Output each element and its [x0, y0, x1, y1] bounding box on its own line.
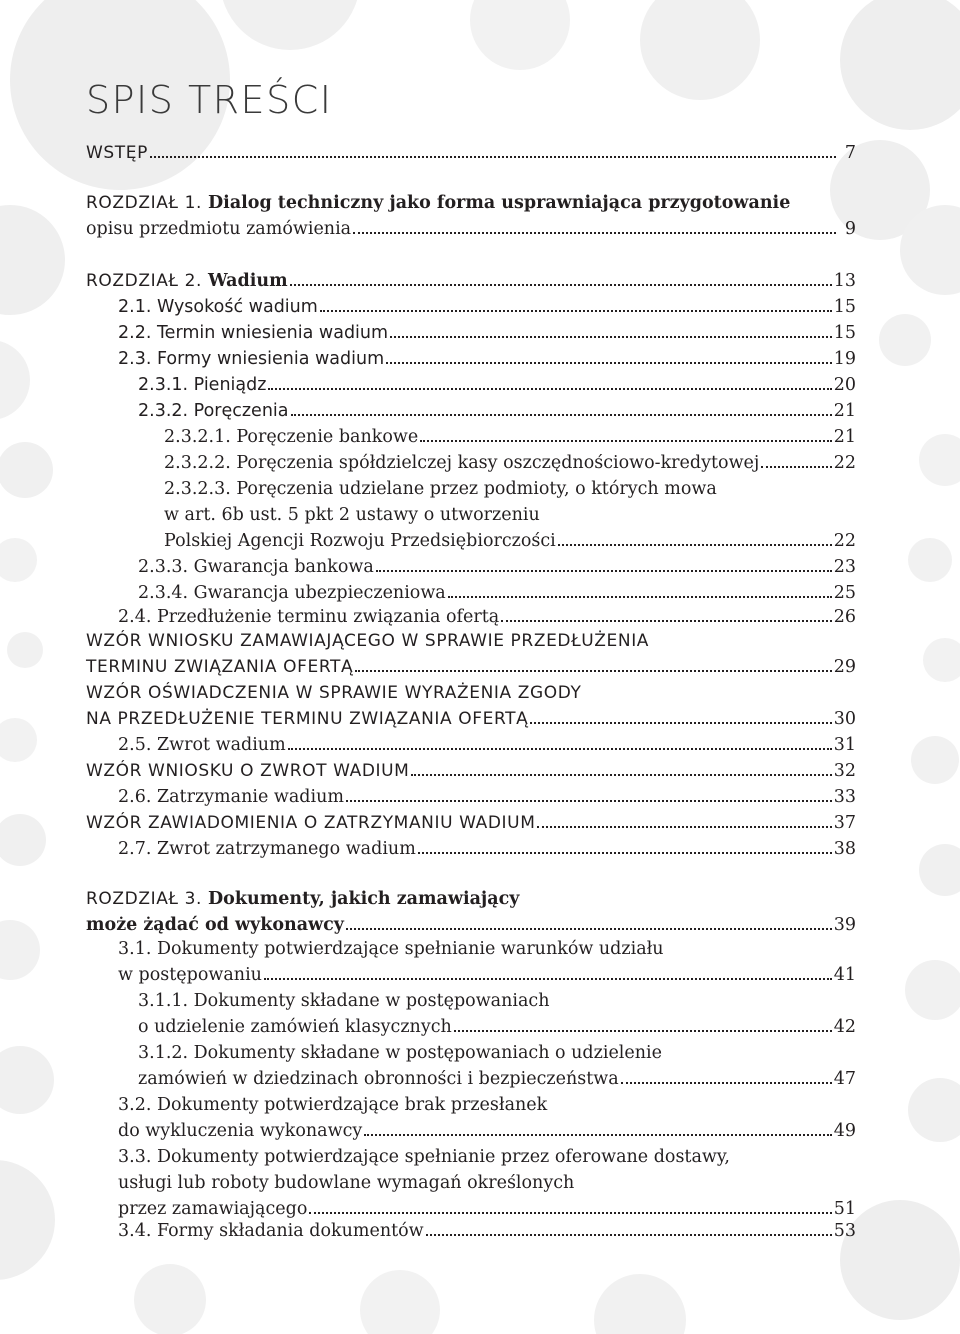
toc-entry-title: NA PRZEDŁUŻENIE TERMINU ZWIĄZANIA OFERTĄ [86, 709, 529, 729]
toc-entry-title [86, 886, 519, 912]
toc-entry[interactable] [138, 554, 856, 580]
dot-leader [426, 1232, 832, 1236]
toc-entry-line [86, 810, 856, 836]
toc-entry[interactable] [86, 758, 856, 784]
toc-entry[interactable] [164, 476, 856, 554]
toc-page-number: 20 [833, 375, 856, 395]
toc-entry-title [86, 912, 344, 938]
toc-entry-title: Polskiej Agencji Rozwoju Przedsiębiorczości [164, 531, 556, 551]
toc-page-number: 13 [833, 271, 856, 291]
toc-entry[interactable] [86, 190, 856, 242]
toc-page-number: 22 [833, 531, 856, 551]
toc-page-number: 33 [833, 787, 856, 807]
toc-entry-line [86, 758, 856, 784]
toc-entry-line [138, 554, 856, 580]
toc-entry-title: 3.1.2. Dokumenty składane w postępowaniach o udzielenie [138, 1043, 662, 1063]
toc-entry[interactable] [118, 604, 856, 630]
toc-entry-title: 2.1. Wysokość wadium [118, 297, 318, 317]
toc-entry-title: przez zamawiającego [118, 1199, 308, 1219]
toc-entry-line [118, 1170, 856, 1196]
toc-entry-title: 2.3.2.3. Poręczenia udzielane przez podmioty, o których mowa [164, 479, 717, 499]
toc-entry-title: 2.3.4. Gwarancja ubezpieczeniowa [138, 583, 446, 603]
dot-leader [537, 824, 831, 828]
toc-entry-title: 2.6. Zatrzymanie wadium [118, 787, 344, 807]
toc-entry-line [86, 680, 856, 706]
page-title: SPIS TREŚCI [86, 78, 333, 122]
toc-page-number: 15 [833, 297, 856, 317]
toc-entry-line [118, 784, 856, 810]
toc-entry-line [118, 1218, 856, 1244]
toc-entry-title: WZÓR ZAWIADOMIENIA O ZATRZYMANIU WADIUM [86, 813, 536, 833]
toc-entry[interactable] [138, 988, 856, 1040]
toc-page-number: 42 [833, 1017, 856, 1037]
dot-leader [448, 594, 832, 598]
toc-entry[interactable] [138, 398, 856, 424]
toc-page-number: 41 [833, 965, 856, 985]
dot-leader [364, 1132, 831, 1136]
toc-entry-title: zamówień w dziedzinach obronności i bezpieczeństwa [138, 1069, 619, 1089]
toc-entry-line [164, 528, 856, 554]
toc-page-number: 38 [833, 839, 856, 859]
dot-leader [420, 438, 831, 442]
dot-leader [376, 568, 832, 572]
toc-entry[interactable] [118, 936, 856, 988]
toc-entry[interactable] [118, 320, 856, 346]
toc-entry-line [164, 502, 856, 528]
toc-entry-title: 3.3. Dokumenty potwierdzające spełnianie przez oferowane dostawy, [118, 1147, 730, 1167]
toc-page-number: 9 [844, 219, 856, 239]
toc-entry-title: WZÓR OŚWIADCZENIA W SPRAWIE WYRAŻENIA ZGODY [86, 683, 582, 703]
toc-entry[interactable] [118, 1092, 856, 1144]
toc-entry-title: 2.4. Przedłużenie terminu związania ofertą [118, 607, 500, 627]
toc-entry-line [164, 450, 856, 476]
toc-entry[interactable] [138, 1040, 856, 1092]
toc-entry-title: usługi lub roboty budowlane wymagań określonych [118, 1173, 575, 1193]
toc-entry-title: w postępowaniu [118, 965, 262, 985]
dot-leader [291, 412, 832, 416]
chapter-prefix: ROZDZIAŁ 1. [86, 193, 208, 213]
dot-leader [530, 720, 831, 724]
dot-leader [454, 1028, 832, 1032]
toc-entry-title: 2.3. Formy wniesienia wadium [118, 349, 385, 369]
toc-page-number: 39 [833, 915, 856, 935]
chapter-title: Dialog techniczny jako forma usprawniająca przygotowanie [208, 193, 791, 213]
toc-page-number: 19 [833, 349, 856, 369]
dot-leader [309, 1210, 831, 1214]
toc-entry-title: WZÓR WNIOSKU O ZWROT WADIUM [86, 761, 410, 781]
toc-page-number: 30 [833, 709, 856, 729]
toc-entry[interactable] [86, 886, 856, 938]
toc-page-number: 21 [833, 401, 856, 421]
toc-entry-line [138, 1066, 856, 1092]
toc-entry-title: 2.3.3. Gwarancja bankowa [138, 557, 374, 577]
toc-entry[interactable] [118, 836, 856, 862]
toc-entry[interactable] [86, 628, 856, 680]
toc-entry-title: 3.1.1. Dokumenty składane w postępowaniach [138, 991, 550, 1011]
dot-leader [264, 976, 832, 980]
toc-entry-title: 2.3.2. Poręczenia [138, 401, 289, 421]
dot-leader [411, 772, 831, 776]
toc-entry-title: 2.3.1. Pieniądz [138, 375, 267, 395]
toc-entry-title: 2.7. Zwrot zatrzymanego wadium [118, 839, 416, 859]
chapter-title: Wadium [208, 271, 288, 291]
toc-entry-line [138, 1040, 856, 1066]
toc-entry-title: 3.2. Dokumenty potwierdzające brak przesłanek [118, 1095, 548, 1115]
toc-entry-title: 3.4. Formy składania dokumentów [118, 1221, 424, 1241]
toc-entry-line [86, 140, 856, 166]
toc-entry-title: 2.5. Zwrot wadium [118, 735, 286, 755]
toc-page-number: 7 [844, 143, 856, 163]
toc-entry-line [118, 604, 856, 630]
toc-page-number: 32 [833, 761, 856, 781]
toc-entry-line [138, 1014, 856, 1040]
toc-page-number: 26 [833, 607, 856, 627]
toc-entry-title: WZÓR WNIOSKU ZAMAWIAJĄCEGO W SPRAWIE PRZEDŁUŻENIA [86, 631, 650, 651]
toc-entry[interactable] [164, 450, 856, 476]
toc-page-number: 15 [833, 323, 856, 343]
toc-entry-title: 2.2. Termin wniesienia wadium [118, 323, 389, 343]
toc-entry[interactable] [86, 810, 856, 836]
toc-page-number: 47 [833, 1069, 856, 1089]
dot-leader [150, 154, 836, 158]
toc-page-number: 29 [833, 657, 856, 677]
toc-entry-line [118, 962, 856, 988]
toc-page-number: 22 [833, 453, 856, 473]
toc-entry-line [138, 988, 856, 1014]
toc-entry-line [118, 1092, 856, 1118]
dot-leader [386, 360, 832, 364]
toc-entry-line [118, 732, 856, 758]
dot-leader [558, 542, 832, 546]
toc-entry-line [86, 216, 856, 242]
toc-entry-title: do wykluczenia wykonawcy [118, 1121, 363, 1141]
toc-entry-line [86, 268, 856, 294]
dot-leader [288, 746, 832, 750]
dot-leader [621, 1080, 832, 1084]
dot-leader [268, 386, 831, 390]
toc-page-number: 25 [833, 583, 856, 603]
toc-entry-title: opisu przedmiotu zamówienia [86, 219, 352, 239]
toc-entry-line [164, 476, 856, 502]
toc-entry-line [118, 294, 856, 320]
toc-entry-line [118, 346, 856, 372]
toc-entry-line [138, 372, 856, 398]
toc-entry-line [164, 424, 856, 450]
chapter-prefix: ROZDZIAŁ 3. [86, 889, 208, 909]
chapter-prefix: ROZDZIAŁ 2. [86, 271, 208, 291]
toc-entry[interactable] [118, 294, 856, 320]
dot-leader [320, 308, 832, 312]
toc-entry[interactable] [118, 1218, 856, 1244]
toc-entry-line [138, 398, 856, 424]
toc-entry-line [118, 936, 856, 962]
toc-entry-line [86, 190, 856, 216]
dot-leader [418, 850, 832, 854]
toc-entry-title: w art. 6b ust. 5 pkt 2 ustawy o utworzeniu [164, 505, 540, 525]
toc-page-number: 23 [833, 557, 856, 577]
dot-leader [390, 334, 832, 338]
toc-entry-line [86, 706, 856, 732]
toc-entry-line [118, 1144, 856, 1170]
toc-page-number: 51 [833, 1199, 856, 1219]
toc-entry[interactable] [118, 732, 856, 758]
toc-page-number: 31 [833, 735, 856, 755]
toc-page-number: 21 [833, 427, 856, 447]
toc-entry-line [86, 886, 856, 912]
toc-page-number: 37 [833, 813, 856, 833]
toc-entry-line [86, 654, 856, 680]
toc-entry-line [118, 836, 856, 862]
toc-entry[interactable] [118, 784, 856, 810]
toc-page-number: 49 [833, 1121, 856, 1141]
toc-entry-line [118, 1118, 856, 1144]
toc-entry-line [86, 628, 856, 654]
toc-entry[interactable] [138, 580, 856, 606]
toc-entry-line [118, 320, 856, 346]
toc-entry-line [86, 912, 856, 938]
toc-entry-title [86, 190, 790, 216]
toc-entry[interactable] [118, 346, 856, 372]
toc-entry-title: 2.3.2.2. Poręczenia spółdzielczej kasy oszczędnościowo-kredytowej [164, 453, 760, 473]
dot-leader [501, 618, 832, 622]
toc-entry-title: o udzielenie zamówień klasycznych [138, 1017, 452, 1037]
dot-leader [290, 282, 832, 286]
toc-entry[interactable] [118, 1144, 856, 1222]
toc-entry-title: 3.1. Dokumenty potwierdzające spełnianie warunków udziału [118, 939, 664, 959]
chapter-title: może żądać od wykonawcy [86, 915, 344, 935]
toc-entry[interactable] [86, 140, 856, 166]
toc-entry-title: WSTĘP [86, 143, 148, 163]
toc-entry[interactable] [164, 424, 856, 450]
dot-leader [355, 668, 832, 672]
toc-entry[interactable] [86, 680, 856, 732]
toc-entry[interactable] [138, 372, 856, 398]
toc-entry[interactable] [86, 268, 856, 294]
toc-entry-title: 2.3.2.1. Poręczenie bankowe [164, 427, 419, 447]
toc-entry-title: TERMINU ZWIĄZANIA OFERTĄ [86, 657, 354, 677]
dot-leader [346, 798, 832, 802]
dot-leader [346, 926, 832, 930]
toc-entry-line [138, 580, 856, 606]
dot-leader [353, 230, 836, 234]
chapter-title: Dokumenty, jakich zamawiający [208, 889, 520, 909]
toc-entry-title [86, 268, 288, 294]
dot-leader [761, 464, 831, 468]
toc-page-number: 53 [833, 1221, 856, 1241]
